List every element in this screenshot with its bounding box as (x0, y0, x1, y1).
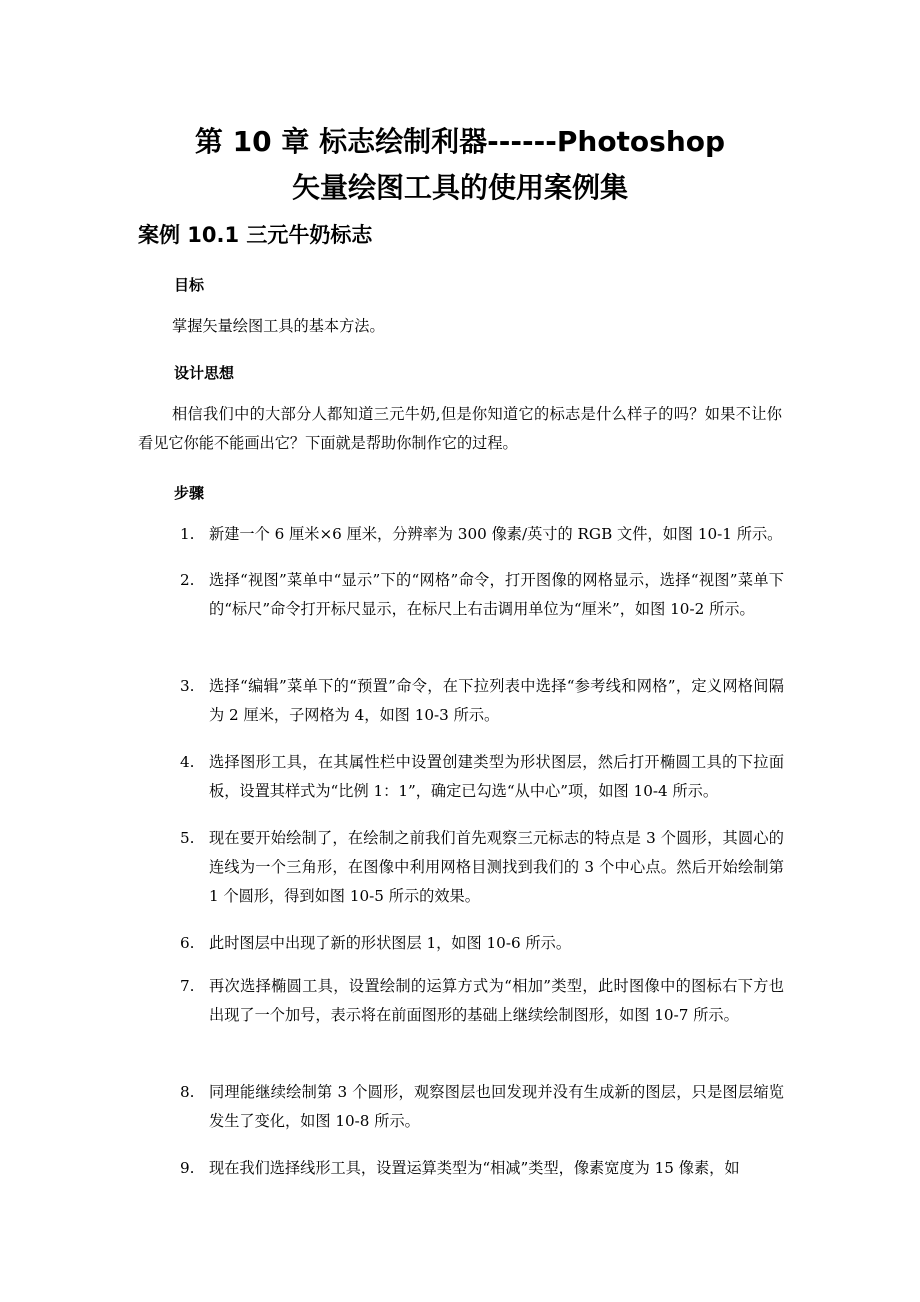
design-idea-heading: 设计思想 (174, 364, 235, 382)
step-number: 6. (180, 934, 195, 952)
step-item (180, 672, 784, 730)
goal-paragraph: 掌握矢量绘图工具的基本方法。 (172, 317, 385, 335)
step-text: 现在要开始绘制了，在绘制之前我们首先观察三元标志的特点是 3 个圆形，其圆心的连线为一个三角形，在图像中利用网格目测找到我们的 3 个中心点。然后开始绘制第 1 个圆形，得到如图 10-5 所示的效果。 (209, 829, 784, 905)
step-text: 同理能继续绘制第 3 个圆形，观察图层也回发现并没有生成新的图层，只是图层缩览发生了变化，如图 10-8 所示。 (209, 1083, 784, 1130)
step-number: 8. (180, 1083, 195, 1101)
step-item (180, 520, 784, 549)
chapter-title-line-1: 第 10 章 标志绘制利器------Photoshop (194, 125, 726, 158)
step-number: 7. (180, 977, 195, 995)
step-item (180, 1154, 784, 1183)
step-item (180, 824, 784, 911)
step-number: 5. (180, 829, 195, 847)
step-number: 1. (180, 525, 195, 543)
step-item (180, 566, 784, 624)
step-item (180, 929, 784, 958)
chapter-title-line-2: 矢量绘图工具的使用案例集 (291, 171, 628, 204)
step-item (180, 748, 784, 806)
step-number: 2. (180, 571, 195, 589)
design-idea-paragraph: 相信我们中的大部分人都知道三元牛奶,但是你知道它的标志是什么样子的吗？如果不让你看见它你能不能画出它？下面就是帮助你制作它的过程。 (138, 405, 782, 452)
step-text: 选择“视图”菜单中“显示”下的“网格”命令，打开图像的网格显示，选择“视图”菜单下的“标尺”命令打开标尺显示，在标尺上右击调用单位为“厘米”，如图 10-2 所示。 (209, 571, 784, 618)
step-number: 9. (180, 1159, 195, 1177)
step-text: 现在我们选择线形工具，设置运算类型为“相减”类型，像素宽度为 15 像素，如 (209, 1159, 740, 1177)
step-item (180, 1078, 784, 1136)
step-item (180, 972, 784, 1030)
step-text: 此时图层中出现了新的形状图层 1，如图 10-6 所示。 (209, 934, 572, 952)
goal-heading: 目标 (174, 276, 205, 294)
case-title: 案例 10.1 三元牛奶标志 (138, 223, 373, 247)
step-text: 再次选择椭圆工具，设置绘制的运算方式为“相加”类型，此时图像中的图标右下方也出现了一个加号，表示将在前面图形的基础上继续绘制图形，如图 10-7 所示。 (209, 977, 784, 1024)
step-number: 3. (180, 677, 195, 695)
step-number: 4. (180, 753, 195, 771)
step-text: 新建一个 6 厘米×6 厘米，分辨率为 300 像素/英寸的 RGB 文件，如图 10-1 所示。 (209, 525, 783, 543)
steps-heading: 步骤 (174, 484, 205, 502)
step-text: 选择“编辑”菜单下的“预置”命令，在下拉列表中选择“参考线和网格”，定义网格间隔为 2 厘米，子网格为 4，如图 10-3 所示。 (209, 677, 784, 724)
step-text: 选择图形工具，在其属性栏中设置创建类型为形状图层，然后打开椭圆工具的下拉面板，设置其样式为“比例 1：1”，确定已勾选“从中心”项，如图 10-4 所示。 (209, 753, 784, 800)
